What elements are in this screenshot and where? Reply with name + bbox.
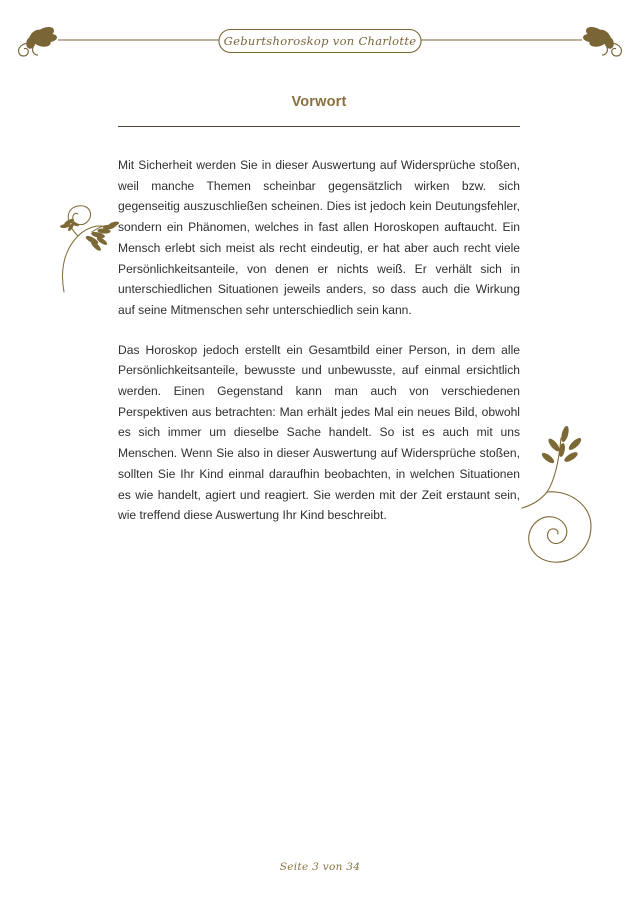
section-heading-vorwort: Vorwort	[291, 94, 347, 110]
body-paragraph: Das Horoskop jedoch erstellt ein Gesamtbild einer Person, in dem alle Persönlichkeitsanteile, bewusste und unbewusste, auf einmal ersichtlich werden. Einen Gegenstand kann man auch von verschiedenen Perspektiven aus betrachten: Man erhält jedes Mal ein neues Bild, obwohl es sich immer um dieselbe Sache handelt. So ist es auch mit uns Menschen. Wenn Sie also in dieser Auswertung auf Widersprüche stoßen, sollten Sie Ihr Kind einmal daraufhin beobachten, in welchen Situationen es wie handelt, agiert und reagiert. Sie werden mit der Zeit erstaunt sein, wie treffend diese Auswertung Ihr Kind beschreibt.	[118, 342, 520, 523]
leaf-spiral-icon	[521, 424, 621, 576]
leaf-vine-icon	[34, 196, 122, 294]
main-content-column	[118, 155, 520, 526]
page-header	[0, 0, 640, 80]
footer-page-number: Seite 3 von 34	[279, 861, 361, 873]
heading-divider-rule	[118, 126, 520, 127]
body-paragraph: Mit Sicherheit werden Sie in dieser Auswertung auf Widersprüche stoßen, weil manche Themen scheinbar gegensätzlich wirken bzw. sich gegenseitig auszuschließen scheinen. Dies ist jedoch kein Deutungsfehler, sondern ein Phänomen, welches in fast allen Horoskopen auftaucht. Ein Mensch erlebt sich meist als recht eindeutig, er hat aber auch recht viele Persönlichkeitsanteile, von denen er nichts weiß. Er verhält sich in unterschiedlichen Situationen jeweils anders, so dass auch die Wirkung auf seine Mitmenschen sehr unterschiedlich sein kann.	[118, 158, 520, 317]
document-header-title: Geburtshoroskop von Charlotte	[223, 34, 417, 48]
right-margin-vine-ornament	[521, 424, 621, 576]
left-margin-vine-ornament	[34, 196, 122, 294]
